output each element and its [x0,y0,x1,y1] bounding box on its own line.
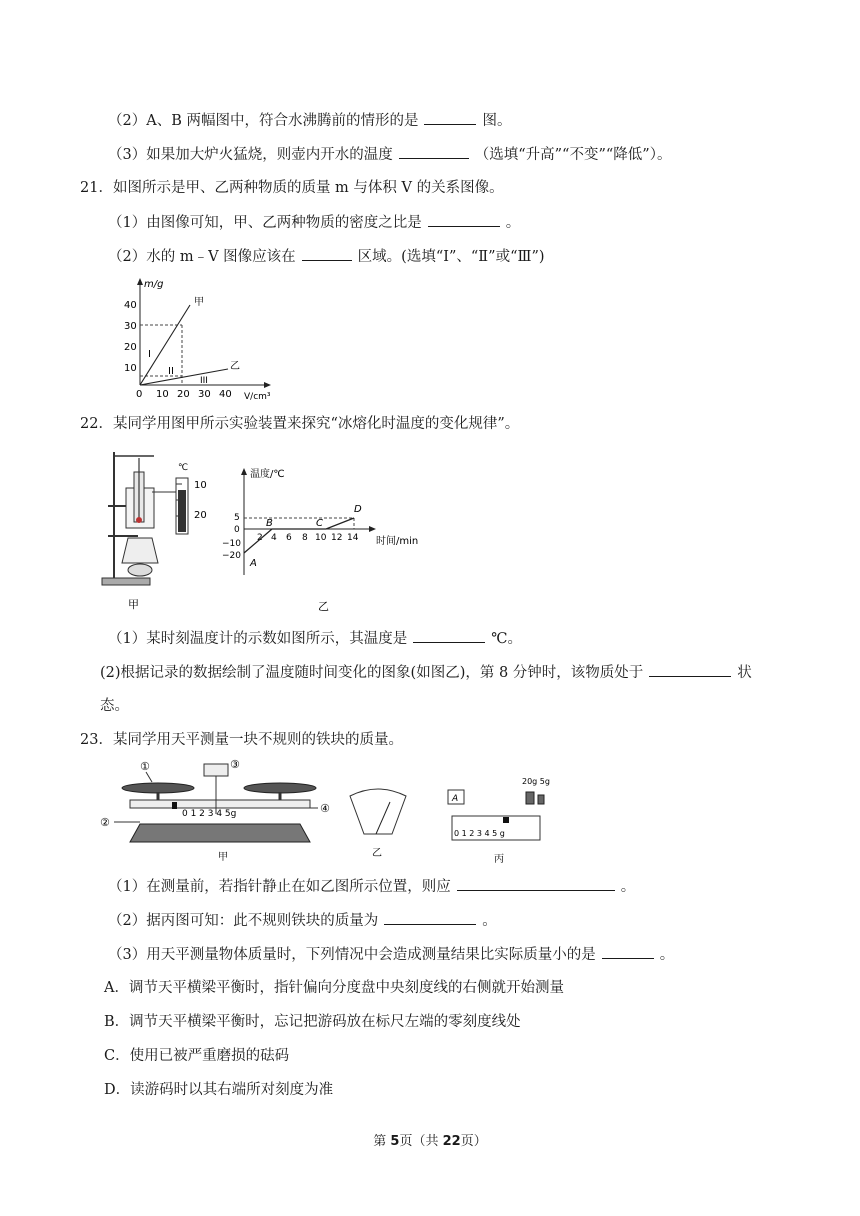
temperature-time-graph [224,460,424,615]
q21-part2 [108,246,545,267]
q23-part1-tail: 。 [620,879,636,895]
thermometer-tick: 10 [194,480,207,491]
answer-blank[interactable] [457,876,615,891]
answer-blank[interactable] [649,662,731,677]
q21-part2-text: （2）水的 m﹣V 图像应该在 [108,249,296,265]
q23-part2 [108,910,497,931]
thermometer-unit: ℃ [178,463,189,473]
y-tick: 30 [124,321,137,332]
q23-part1 [108,876,635,897]
q21-part1 [108,212,520,233]
balance-figure [100,754,560,869]
figure-caption: 甲 [218,852,228,863]
point-label: A [250,558,257,569]
y-tick: 10 [124,363,137,374]
y-tick: 40 [124,300,137,311]
q20-part2-text: （2）A、B 两幅图中，符合水沸腾前的情形的是 [108,113,419,129]
q20-part2-tail: 图。 [482,113,512,129]
q22-part2-text: (2)根据记录的数据绘制了温度随时间变化的图象(如图乙)，第 8 分钟时，该物质处于 [100,665,644,681]
y-tick: 0 [234,525,240,535]
q22-part2-cont: 态。 [100,698,129,714]
figure-caption: 丙 [494,854,504,865]
x-tick: 0 [136,389,143,400]
answer-blank[interactable] [384,910,476,925]
x-tick: 12 [331,533,343,543]
point-label: D [354,504,362,515]
x-axis-label: V/cm³ [244,392,271,402]
y-tick: 5 [234,513,240,523]
label-3: ③ [230,758,240,771]
x-tick: 14 [347,533,359,543]
q21-stem: 21．如图所示是甲、乙两种物质的质量 m 与体积 V 的关系图像。 [80,180,504,196]
q21-part2-tail: 区域。(选填“Ⅰ”、“Ⅱ”或“Ⅲ”) [357,249,545,265]
series-jia-label: 甲 [194,297,204,308]
answer-blank[interactable] [428,212,500,227]
q22-stem: 22．某同学用图甲所示实验装置来探究“冰熔化时温度的变化规律”。 [80,416,520,432]
q22-part1-text: （1）某时刻温度计的示数如图所示，其温度是 [108,631,408,647]
q23-part3-text: （3）用天平测量物体质量时，下列情况中会造成测量结果比实际质量小的是 [108,947,596,963]
x-tick: 30 [198,389,211,400]
region-label: III [200,376,208,386]
melting-apparatus-figure [98,448,226,616]
y-tick: 20 [124,342,137,353]
q20-part3-tail: （选填“升高”“不变”“降低”）。 [474,147,672,163]
q23-stem: 23．某同学用天平测量一块不规则的铁块的质量。 [80,732,403,748]
figure-caption: 乙 [372,848,382,859]
q22-part1 [108,628,522,649]
q22-part2-tail: 状 [737,665,752,681]
x-axis-label: 时间/min [376,536,419,547]
x-tick: 20 [177,389,190,400]
page-footer [0,1130,860,1149]
option-a[interactable]: A．调节天平横梁平衡时，指针偏向分度盘中央刻度线的右侧就开始测量 [104,980,564,996]
x-tick: 6 [286,533,292,543]
beam-scale: 0 1 2 3 4 5 g [454,829,505,838]
answer-blank[interactable] [399,144,469,159]
point-label: B [266,518,273,529]
beam-scale: 0 1 2 3 4 5g [182,809,237,819]
q23-part2-text: （2）据丙图可知：此不规则铁块的质量为 [108,913,379,929]
thermometer-tick: 20 [194,510,207,521]
label-4: ④ [320,802,330,815]
region-label: I [148,349,151,360]
y-tick: −20 [222,551,241,561]
label-1: ① [140,760,150,773]
series-yi-label: 乙 [230,361,240,372]
label-2: ② [100,816,110,829]
q20-part3-text: （3）如果加大炉火猛烧，则壶内开水的温度 [108,147,393,163]
answer-blank[interactable] [413,628,485,643]
weights-label: 20g 5g [522,777,550,786]
q23-part2-tail: 。 [482,913,497,929]
q23-part1-text: （1）在测量前，若指针静止在如乙图所示位置，则应 [108,879,451,895]
footer-text: 页（共 [399,1134,443,1149]
total-pages: 22 [442,1134,461,1149]
x-tick: 8 [302,533,308,543]
y-axis-label: 温度/℃ [250,469,285,480]
x-tick: 10 [315,533,327,543]
option-c[interactable]: C．使用已被严重磨损的砝码 [104,1048,290,1064]
region-label: II [168,366,174,377]
q22-part2 [100,662,752,683]
figure-caption: 乙 [318,600,329,613]
option-d[interactable]: D．读游码时以其右端所对刻度为准 [104,1082,334,1098]
y-axis-label: m/g [144,279,164,290]
x-tick: 2 [257,533,263,543]
answer-blank[interactable] [424,110,476,125]
page-number: 5 [390,1134,400,1149]
series-yi-line [140,369,228,385]
mass-volume-graph [118,275,283,405]
footer-text: 页） [460,1134,487,1149]
q21-part1-tail: 。 [505,215,521,231]
q23-part3-tail: 。 [659,947,675,963]
q22-part1-tail: ℃。 [491,631,522,647]
x-tick: 40 [219,389,232,400]
q20-part2 [108,110,511,131]
footer-text: 第 [373,1134,391,1149]
point-label: C [316,518,323,529]
q20-part3 [108,144,671,165]
y-tick: −10 [222,539,241,549]
q21-part1-text: （1）由图像可知，甲、乙两种物质的密度之比是 [108,215,422,231]
x-tick: 4 [271,533,277,543]
figure-caption: 甲 [128,598,139,611]
q23-part3 [108,944,674,965]
answer-blank[interactable] [302,246,352,261]
answer-blank[interactable] [602,944,654,959]
object-label: A [452,794,459,804]
x-tick: 10 [156,389,169,400]
option-b[interactable]: B．调节天平横梁平衡时，忘记把游码放在标尺左端的零刻度线处 [104,1014,521,1030]
